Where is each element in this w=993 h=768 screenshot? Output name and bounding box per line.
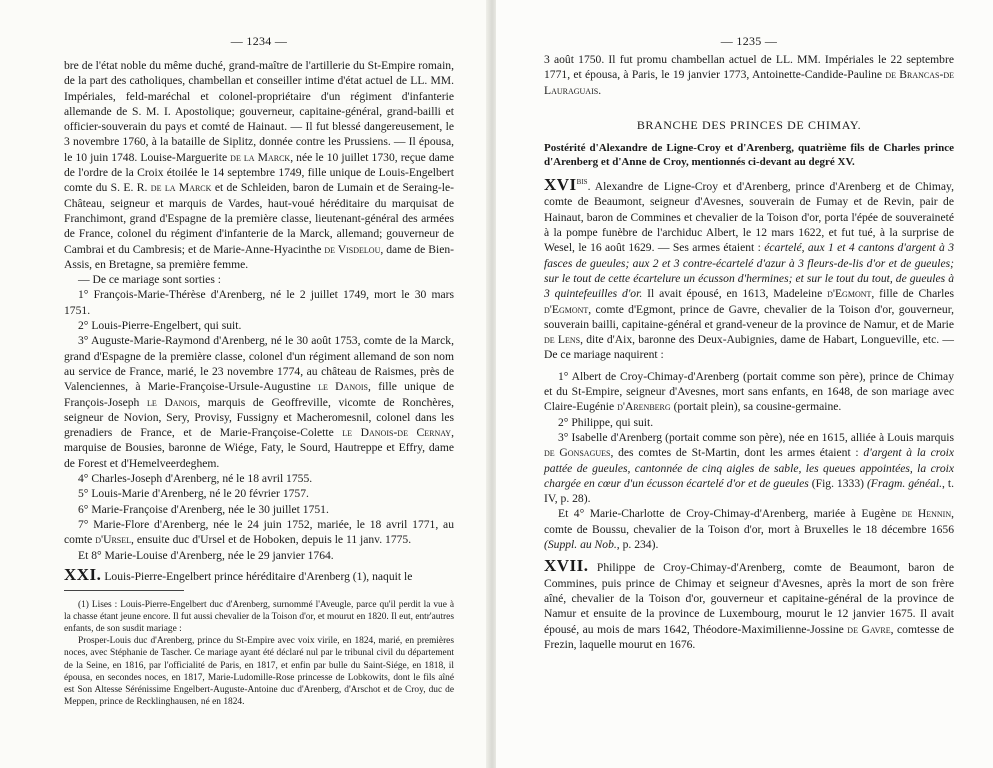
degree-xxi: XXI. Louis-Pierre-Engelbert prince héréditaire d'Arenberg (1), naquit le <box>64 564 413 584</box>
child-entry: Et 8° Marie-Louise d'Arenberg, née le 29 janvier 1764. <box>78 548 334 562</box>
coat-of-arms-text: d'argent à la croix pattée de gueules, cantonnée de cinq aigles de sable, les queues appointées, la croix chargée en cœur d'un écusson écartelé d'or et de gueules <box>544 446 954 490</box>
child-entry: 1° Albert de Croy-Chimay-d'Arenberg (portait comme son père), prince de Chimay et du St-Empire, seigneur d'Avesnes, mort sans enfants, en 1648, de son mariage avec Claire-Eugénie d'Arenberg (portait plein), sa cousine-germaine. <box>544 369 954 414</box>
page-number-left: — 1234 — <box>230 34 288 48</box>
child-entry: 3° Auguste-Marie-Raymond d'Arenberg, né le 30 août 1753, comte de la Marck, grand d'Espagne de la première classe, colonel d'un régiment allemand de son nom au service de France, marié, le 23 novembre 1774, au château de Raismes, près de Valenciennes, à Marie-Françoise-Ursule-Augustine le Danois, fille unique de François-Joseph le Danois, marquis de Geoffreville, vicomte de Ronchères, seigneur de Novion, Sery, Provisy, Fussigny et Macheromesnil, colonel dans les grenadiers de France, et de Marie-Françoise-Colette le Danois-de Cernay, marquise de Bousies, baronne de Wiége, Faty, le Sourd, Hautreppe et Effry, dame de Forest et d'Hemelveerdeghem. <box>64 334 454 470</box>
child-entry: Et 4° Marie-Charlotte de Croy-Chimay-d'Arenberg, mariée à Eugène de Hennin, comte de Boussu, chevalier de la Toison d'or, mort à Bruxelles le 18 décembre 1656 (Suppl. au Nob., p. 234). <box>544 507 954 552</box>
left-page <box>0 0 488 768</box>
degree-number: XVI <box>544 175 577 195</box>
child-entry: 2° Louis-Pierre-Engelbert, qui suit. <box>78 319 242 333</box>
left-body <box>64 58 454 584</box>
right-body <box>544 52 954 652</box>
section-subheading: Postérité d'Alexandre de Ligne-Croy et d'Arenberg, quatrième fils de Charles prince d'Arenberg et d'Anne de Croy, mentionnés ci-devant au degré XV. <box>544 142 954 169</box>
coat-of-arms-text: écartelé, aux 1 et 4 cantons d'argent à 3 fasces de gueules; aux 2 et 3 contre-écartelé d'azur à 3 fleurs-de-lis d'or et de gueules; sur le tout de cette écartelure un écusson d'hermines; et sur le tout du tout, de gueules à 3 quintefeuilles d'or. <box>544 241 954 301</box>
child-entry: 1° François-Marie-Thérèse d'Arenberg, né le 2 juillet 1749, mort le 30 mars 1751. <box>64 288 454 317</box>
child-entry: 2° Philippe, qui suit. <box>558 415 654 429</box>
children-intro: — De ce mariage sont sorties : <box>78 273 221 287</box>
child-entry: 6° Marie-Françoise d'Arenberg, née le 30 juillet 1751. <box>78 502 329 516</box>
child-entry: 3° Isabelle d'Arenberg (portait comme son père), née en 1615, alliée à Louis marquis de Gonsagues, des comtes de St-Martin, dont les armes étaient : d'argent à la croix pattée de gueules, cantonnée de cinq aigles de sable, les queues appointées, la croix chargée en cœur d'un écusson écartelé d'or et de gueules (Fig. 1333) (Fragm. généal., t. IV, p. 28). <box>544 430 954 506</box>
child-entry: 5° Louis-Marie d'Arenberg, né le 20 février 1757. <box>78 487 309 501</box>
footnote-rule <box>64 590 184 591</box>
paragraph-xxi-continuation: 3 août 1750. Il fut promu chambellan actuel de LL. MM. Impériales le 22 septembre 1771, et épousa, à Paris, le 19 janvier 1773, Antoinette-Candide-Pauline de Brancas-de Lauraguais. <box>544 53 954 97</box>
page-number-right: — 1235 — <box>720 34 778 48</box>
degree-number: XXI. <box>64 564 102 584</box>
degree-xvii: XVII. Philippe de Croy-Chimay-d'Arenberg, comte de Beaumont, baron de Commines, puis prince de Chimay et seigneur d'Avesnes, après la mort de son frère aîné, chevalier de la Toison d'or, gouverneur et capitaine-général de la province de Namur et ensuite de la province de Luxembourg, mourut le 12 janvier 1675. Il avait épousé, au mois de mars 1642, Théodore-Maximilienne-Jossine de Gavre, comtesse de Frezin, laquelle mourut en 1676. <box>544 556 954 651</box>
right-page <box>496 0 993 768</box>
child-entry: 4° Charles-Joseph d'Arenberg, né le 18 avril 1755. <box>78 472 313 486</box>
degree-number: XVII. <box>544 556 589 576</box>
section-heading: BRANCHE DES PRINCES DE CHIMAY. <box>636 117 862 132</box>
paragraph-xx-continuation: bre de l'état noble du même duché, grand-maître de l'artillerie du St-Empire romain, de la part des catholiques, chambellan et conseiller intime d'état actuel de LL. MM. Impériales, feld-maréchal et colonel-propriétaire d'un régiment d'infanterie allemande de S. M. I. Apostolique; gouverneur, capitaine-général, grand-bailli et officier-souverain du pays et comté de Hainaut. — Il fut blessé dangereusement, le 3 novembre 1760, à la bataille de Siplitz, donnée contre les Prussiens. — Il épousa, le 10 juin 1748. Louise-Marguerite de la Marck, née le 10 juillet 1730, reçue dame de l'ordre de la Croix étoilée le 14 septembre 1749, fille unique de Louis-Engelbert comte du S. E. R. de la Marck et de Schleiden, baron de Lumain et de Seraing-le-Château, seigneur et marquis de Vardes, haut-voué héréditaire du marquisat de Franchimont, grand d'Espagne de la première classe, lieutenant-général des armées de France, colonel du régiment d'infanterie de la Marck, allemand; gouverneur de Cambrai et du Cambresis; et de Marie-Anne-Hyacinthe de Visdelou, dame de Bien-Assis, en Bretagne, sa première femme. <box>64 59 454 271</box>
footnote: (1) Lises : Louis-Pierre-Engelbert duc d'Arenberg, surnommé l'Aveugle, parce qu'il perdit la vue à la chasse étant jeune encore. Il fut aussi chevalier de la Toison d'or, et mourut en 1820. Il eut, entr'autres enfants, de son susdit mariage : Prosper-Louis duc d'Arenberg, prince du St-Empire avec voix virile, en 1824, marié, en premières noces, avec Stéphanie de Tascher. Ce mariage ayant été déclaré nul par le tribunal civil du département de la Seine, en 1816, par l'officialité de Paris, en 1817, et enfin par bulle du Saint-Siége, en 1818, il épousa, en secondes noces, en 1817, Marie-Ludomille-Rose princesse de Lobkowits, dont le fils aîné est Son Altesse Sérénissime Engelbert-Auguste-Antoine duc d'Arenberg, d'Arschot et de Croy, duc de Meppen, prince de Recklinghausen, né en 1824. <box>64 600 454 707</box>
child-entry: 7° Marie-Flore d'Arenberg, née le 24 juin 1752, mariée, le 18 avril 1771, au comte d'Ursel, ensuite duc d'Ursel et de Hoboken, depuis le 11 janv. 1775. <box>64 517 454 547</box>
degree-xvi-bis: $XVI^{BIS}$. Alexandre de Ligne-Croy et d'Arenberg, prince d'Arenberg et de Chimay, comte de Beaumont, seigneur d'Avesnes, souverain de Fumay et de Revin, pair de Hainaut, baron de Commines et chevalier de la Toison d'or, porta l'épée de souveraineté à la pompe funèbre de l'archiduc Albert, le 12 mars 1622, et fut tué, à la surprise de Wesel, le 16 août 1629. — Ses armes étaient : écartelé, aux 1 et 4 cantons d'argent à 3 fasces de gueules; aux 2 et 3 contre-écartelé d'azur à 3 fleurs-de-lis d'or et de gueules; sur le tout de cette écartelure un écusson d'hermines; et sur le tout du tout, de gueules à 3 quintefeuilles d'or. Il avait épousé, en 1613, Madeleine d'Egmont, fille de Charles d'Egmont, comte d'Egmont, prince de Gavre, chevalier de la Toison d'or, gouverneur, souverain bailli, capitaine-général et grand-veneur de la province de Namur, et de Marie de Lens, dite d'Aix, baronne des Deux-Aubignies, dame de Habart, Longueville, etc. — De ce mariage naquirent : <box>544 175 954 362</box>
